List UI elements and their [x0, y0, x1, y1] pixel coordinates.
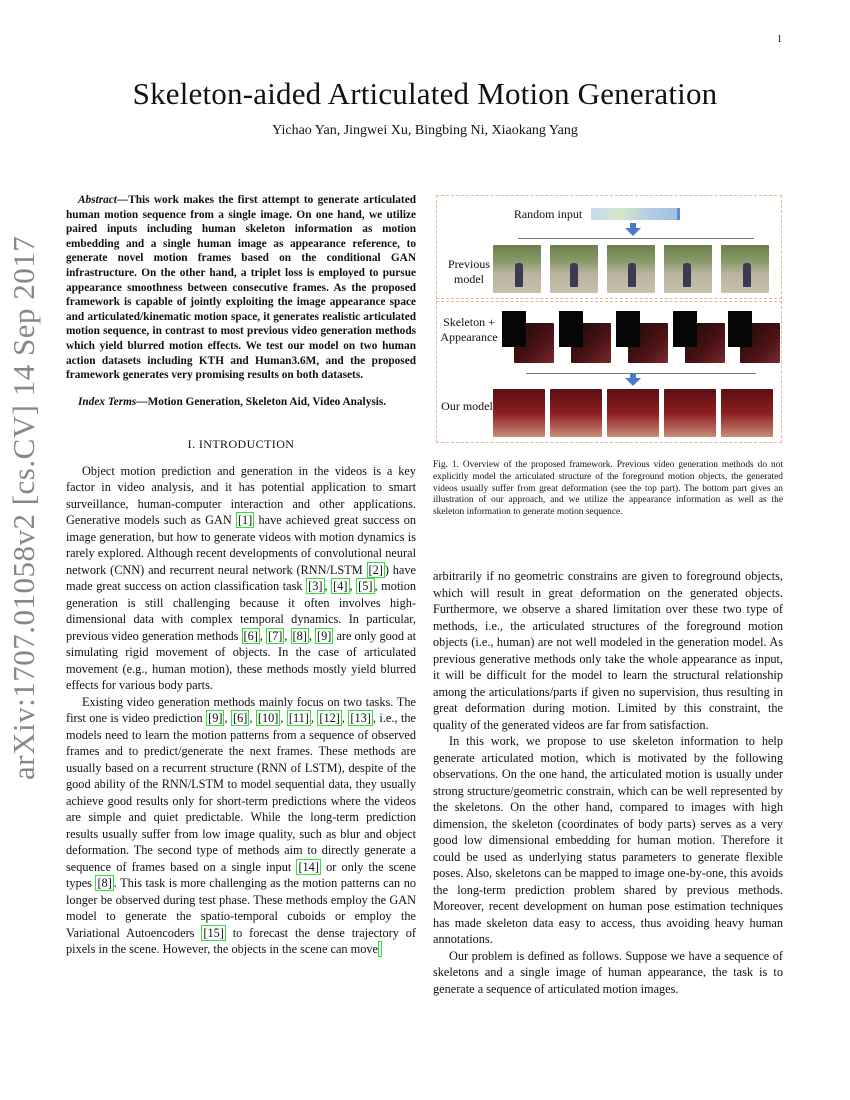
our-frame-1	[493, 389, 545, 437]
skeleton-frame-5	[728, 311, 752, 347]
intro-paragraph-1: Object motion prediction and generation in the videos is a key factor in video analysis, and it has potential application to smart surveillance, human-computer interaction and other applications. Generative models such as GAN [1] have achieved great success on image generation, but how to generate videos with motion dynamics is rarely explored. Although recent developments of convolutional neural network (CNN) and recurrent neural network (RNN/LSTM [2] ) have made great success on action classification task [3] , [4] , [5] , motion generation is still challenging because it often involves high-dimensional data with complex temporal dynamics. In particular, previous video generation methods [6] , [7] , [8] , [9] are only good at simulating rigid movement of objects. In the case of articulated movement (e.g., human motion), these methods mostly yield blurred effects for various body parts.	[66, 463, 417, 693]
skeleton-frame-3	[616, 311, 640, 347]
skeleton-appearance-label: Skeleton + Appearance	[440, 315, 498, 344]
abstract-text: —This work makes the first attempt to generate articulated human motion sequence from a single image. On one hand, we utilize paired inputs including human skeleton information as motion embedding and a single human image as appearance reference, to generate novel motion frames based on the conditional GAN infrastructure. On the other hand, a triplet loss is employed to pursue appearance smoothness between consecutive frames. As the proposed framework is capable of jointly exploiting the image appearance space and articulated/kinematic motion space, it generates realistic articulated motion sequence, in contrast to most previous video generation methods which yield blurred motion effects. We test our model on two human action datasets including KTH and Human3.6M, and the proposed framework generates very promising results on both datasets.	[66, 194, 416, 382]
citation-link[interactable]: [9]	[208, 711, 223, 726]
citation-link[interactable]: [4]	[333, 579, 348, 594]
index-terms-text: —Motion Generation, Skeleton Aid, Video Analysis.	[136, 395, 387, 408]
abstract-label: Abstract	[78, 194, 117, 206]
citation-link[interactable]: [13]	[350, 711, 371, 726]
citation-link[interactable]: [7]	[268, 628, 283, 643]
citation-link[interactable]: [9]	[317, 628, 332, 643]
our-frame-5	[721, 389, 773, 437]
our-frame-2	[550, 389, 602, 437]
intro-paragraph-2: Existing video generation methods mainly focus on two tasks. The first one is video prediction [9] , [6] , [10] , [11] , [12] , [13] , i.e., the models need to learn the motion patterns from a sequence of observed frames and to predict/generate the next frames. These methods are usually based on a recurrent structure (RNN of LSTM), despite of the good ability of the RNN/LSTM to model sequential data, they usually achieve good results only for short-term predictions where the videos are simple and quiet predictable. While the long-term prediction results usually suffer from low image quality, such as blur and object deformation. The second type of methods aim to directly generate a sequence of frames based on a single input [14] or only the scene types [8] . This task is more challenging as the motion patterns can no longer be observed during test phase. These methods employ the GAN model to generate the spatio-temporal cuboids or employ the Variational Autoencoders [15] to forecast the dense trajectory of pixels in the scene. However, the objects in the scene can move	[66, 694, 417, 957]
previous-frame-1	[493, 245, 541, 293]
citation-link[interactable]: [2]	[368, 562, 383, 577]
intro-paragraph-5: Our problem is defined as follows. Suppose we have a sequence of skeletons and a single image of human appearance, the task is to generate a sequence of articulated motion images.	[433, 948, 783, 996]
citation-link[interactable]: [14]	[298, 859, 319, 874]
skeleton-frame-1	[502, 311, 526, 347]
intro-paragraph-4: In this work, we propose to use skeleton information to help generate articulated motion, which is motivated by the following observations. On the one hand, the articulated motion is usually under strong structure/geometric constrain, which can be well represented by the skeletons. On the other hand, compared to images with high dimension, the skeleton (coordinates of body parts) serves as a very good low dimensional embedding for human motion. Therefore it could be used as underlying status parameters to generate flexible poses. Also, skeletons can be mapped to image one-by-one, this avoids the long-term prediction problem shared by previous methods. Moreover, recent development on human pose estimation techniques has made skeleton data easy to access, thus avoiding heavy human annotations.	[433, 734, 783, 946]
right-column	[433, 568, 783, 997]
random-input-label: Random input	[513, 207, 583, 221]
previous-frame-5	[721, 245, 769, 293]
citation-link[interactable]: [12]	[319, 711, 340, 726]
arrow-down-icon	[625, 228, 641, 236]
citation-link[interactable]: [8]	[97, 876, 112, 891]
page-number: 1	[777, 34, 782, 45]
section-heading: I. INTRODUCTION	[187, 437, 295, 452]
our-model-label: Our model	[441, 399, 493, 413]
previous-model-label: Previous model	[448, 257, 490, 286]
figure-caption: Fig. 1. Overview of the proposed framework. Previous video generation methods do not explicitly model the articulated structure of the foreground motion objects, the generated videos usually suffer from great deformation (see the top part). The bottom part gives an illustration of our approach, and we utilize the appearance information as well as the skeleton information to generate motion sequence.	[433, 460, 783, 518]
citation-link[interactable]: [11]	[288, 711, 309, 726]
citation-link[interactable]: [5]	[358, 579, 373, 594]
previous-frame-3	[607, 245, 655, 293]
intro-paragraph-3: arbitrarily if no geometric constrains are given to foreground objects, which will result in great deformation on the generated objects. Furthermore, we observe a shared limitation over these two type of methods, i.e., the articulated structures of the foreground motion objects (i.e., human) are not well modeled in the generation model. As previous generative methods only take the whole appearance as input, it will be difficult for the model to learn the structural relationship among the articulations/parts if given no supervision, thus resulting in great deformation during motion. Limited by this constraint, the quality of the generated videos are far from satisfaction.	[433, 569, 783, 732]
left-column	[66, 193, 416, 958]
abstract	[66, 193, 416, 383]
our-frame-4	[664, 389, 716, 437]
previous-frame-4	[664, 245, 712, 293]
our-frame-3	[607, 389, 659, 437]
random-noise-vector	[591, 208, 680, 220]
skeleton-frame-2	[559, 311, 583, 347]
skeleton-frame-4	[673, 311, 697, 347]
citation-link[interactable]: [8]	[292, 628, 307, 643]
citation-link[interactable]: [10]	[257, 711, 279, 726]
connector-line	[526, 373, 756, 374]
paper-title: Skeleton-aided Articulated Motion Generation	[132, 76, 718, 111]
arrow-down-icon	[625, 378, 641, 386]
index-terms	[66, 395, 416, 410]
previous-frame-2	[550, 245, 598, 293]
connector-line	[518, 238, 754, 239]
citation-link[interactable]: [3]	[308, 579, 323, 594]
citation-link[interactable]: [6]	[232, 711, 248, 726]
citation-link[interactable]: [1]	[237, 513, 253, 528]
index-terms-label: Index Terms	[78, 395, 137, 408]
citation-link[interactable]: [6]	[243, 628, 258, 643]
arxiv-identifier: arXiv:1707.01058v2 [cs.CV] 14 Sep 2017	[6, 235, 41, 780]
author-list: Yichao Yan, Jingwei Xu, Bingbing Ni, Xiaokang Yang	[272, 123, 578, 138]
citation-link[interactable]	[378, 941, 382, 957]
figure-1	[436, 195, 782, 441]
citation-link[interactable]: [15]	[203, 925, 224, 940]
